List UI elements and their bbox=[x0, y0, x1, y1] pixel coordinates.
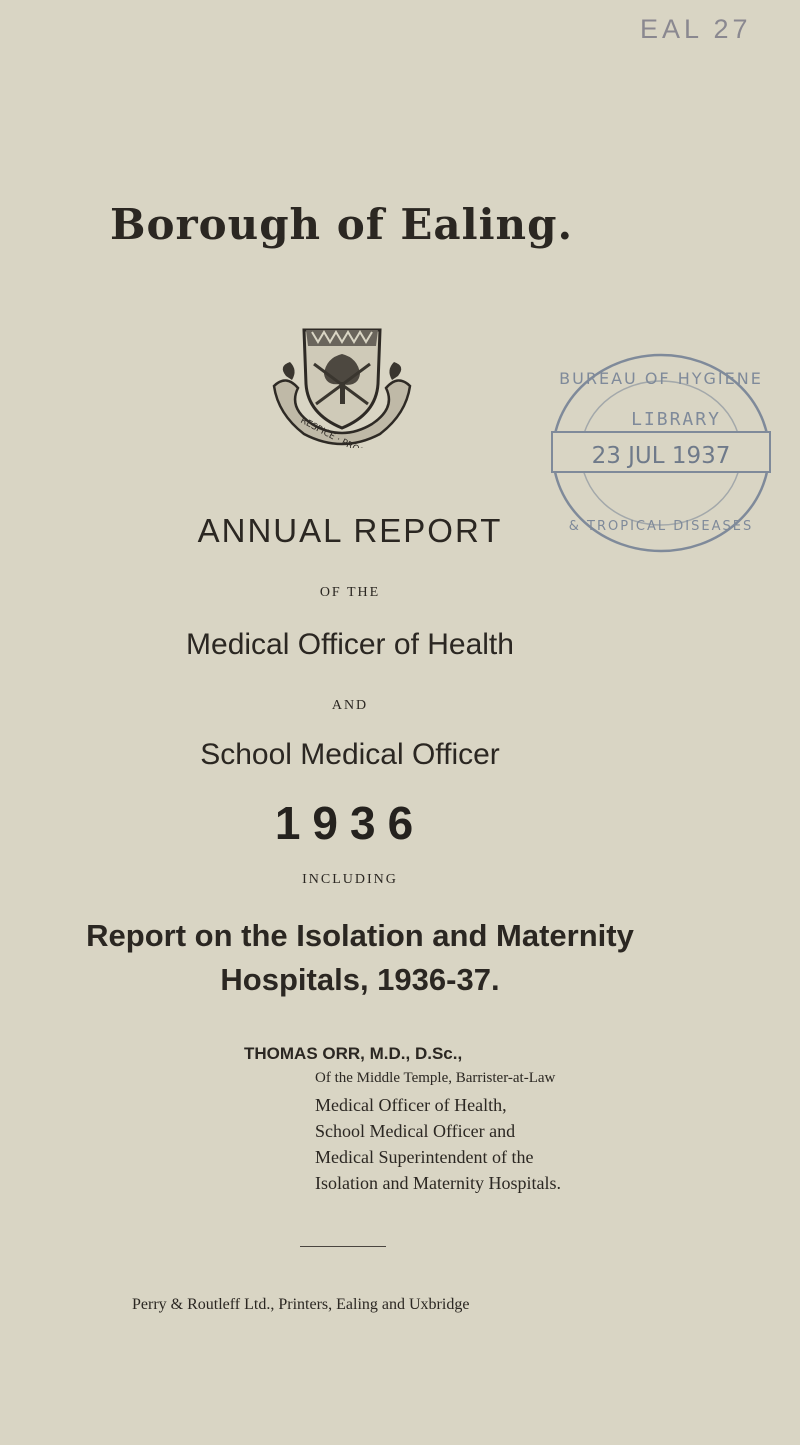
borough-crest-icon bbox=[268, 324, 416, 448]
divider bbox=[300, 1246, 386, 1247]
author-affiliation: Of the Middle Temple, Barrister-at-Law bbox=[315, 1070, 556, 1086]
stamp-bottom-text: & TROPICAL DISEASES bbox=[568, 519, 754, 534]
shelfmark: EAL 27 bbox=[640, 14, 752, 44]
library-stamp bbox=[548, 350, 774, 560]
report-subtitle-line1: Report on the Isolation and Maternity bbox=[86, 918, 634, 953]
school-medical-officer-heading: School Medical Officer bbox=[200, 738, 500, 771]
report-year: 1936 bbox=[274, 797, 426, 849]
page-title: Borough of Ealing. bbox=[110, 200, 574, 249]
author-role: Isolation and Maternity Hospitals. bbox=[315, 1173, 561, 1193]
and-label: AND bbox=[331, 698, 369, 713]
author-role: Medical Superintendent of the bbox=[315, 1147, 534, 1167]
author-role: Medical Officer of Health, bbox=[315, 1095, 507, 1115]
stamp-library: LIBRARY bbox=[631, 409, 721, 430]
stamp-date: 23 JUL 1937 bbox=[591, 443, 731, 469]
author-role: School Medical Officer and bbox=[315, 1121, 516, 1141]
medical-officer-heading: Medical Officer of Health bbox=[186, 628, 514, 661]
author-name: THOMAS ORR, M.D., D.Sc., bbox=[244, 1044, 463, 1063]
author-roles bbox=[315, 1092, 715, 1196]
report-subtitle-line2: Hospitals, 1936-37. bbox=[220, 962, 500, 997]
stamp-top-text: BUREAU OF HYGIENE bbox=[559, 369, 763, 388]
annual-report-heading: ANNUAL REPORT bbox=[197, 512, 503, 549]
of-the-label: OF THE bbox=[319, 585, 381, 600]
including-label: INCLUDING bbox=[302, 872, 398, 887]
printer-imprint: Perry & Routleff Ltd., Printers, Ealing and Uxbridge bbox=[132, 1296, 470, 1313]
